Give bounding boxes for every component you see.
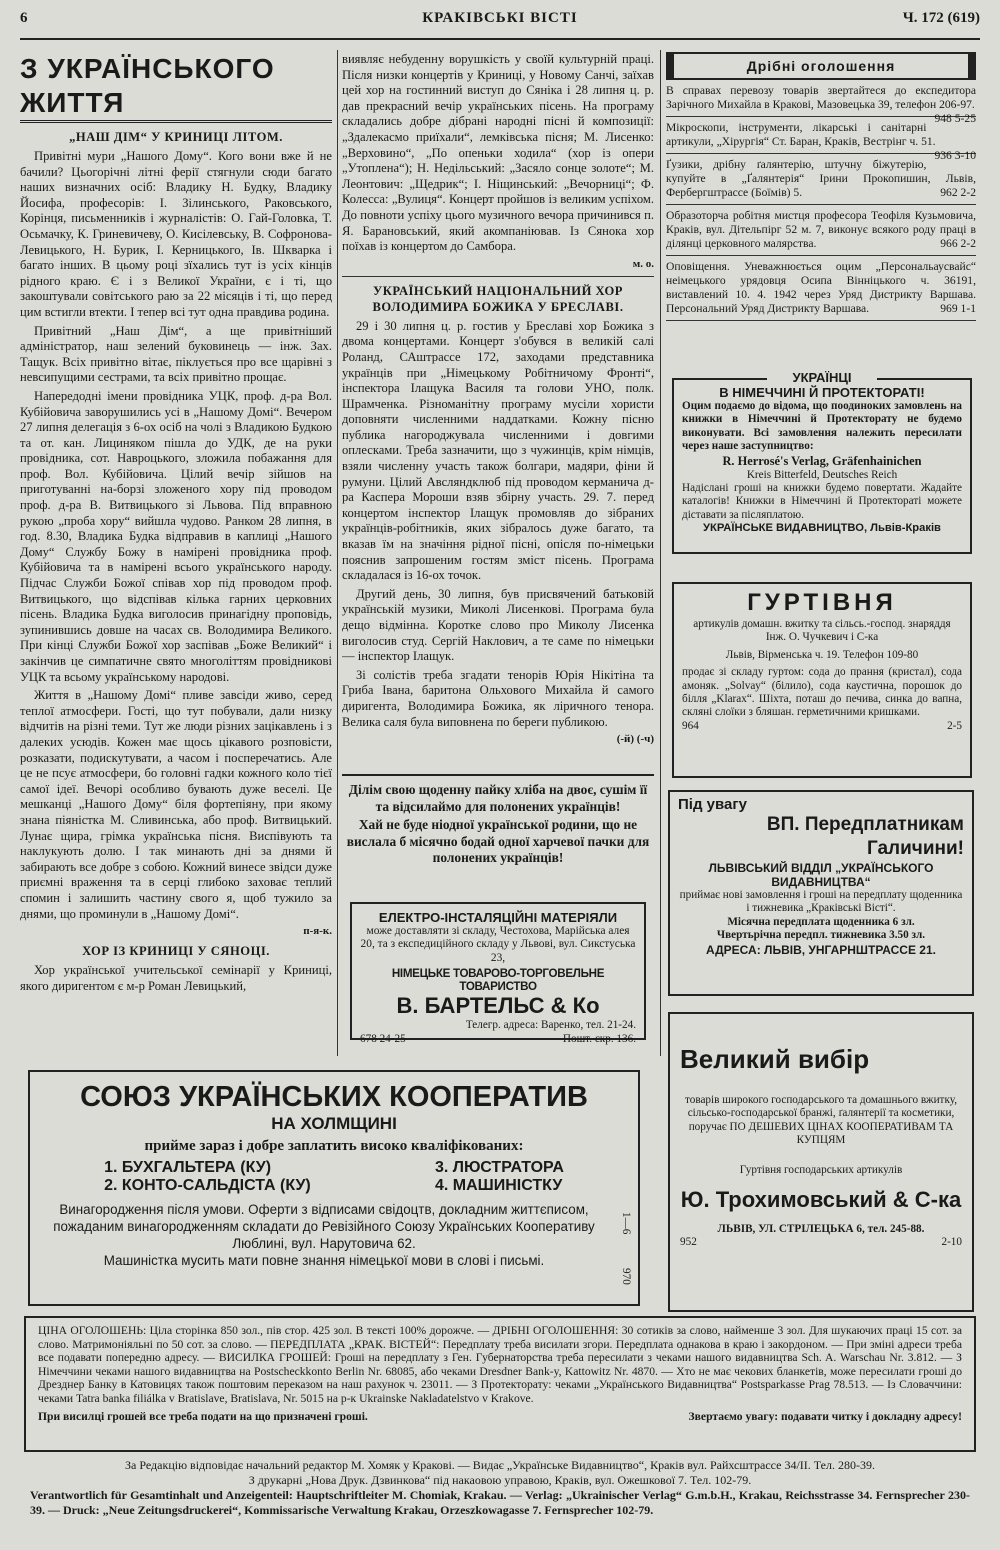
bread-appeal xyxy=(342,782,654,867)
imprint-line: Verantwortlich für Gesamtinhalt und Anzeigenteil: Hauptschriftleiter M. Chomiak, Krakau. — Verlag: „Ukrainischer Verlag“ G.m.b.H., Krakau, Reichsstrasse 34. Fernsprecher 230-39. — Druck: „Neue Zeitungsdruckerei“, Kommissarische Verwaltung Krakau, Orzeszkowagasse 7. Fernsprecher 102-79. xyxy=(30,1488,970,1517)
ad-cooperatives xyxy=(28,1070,640,1306)
article-paragraph: Напередодні імени провідника УЦК, проф. д-ра Вол. Кубійовича заворушились усі в „Нашому Домі“. Вечером 27 липня делегація з 6-ох осіб на чолі з Владикою Будкою та от. кан. Лициняком пішла до УДК, де на руки провідника, сот. Навроцького, зложила побажання для проф. Вол. Кубійовича. Цілий вечір зійшов на приготуванні на-борзі зложеного хору під проводом проф. д-ра В. Витвицького зі Львова. Під вправною рукою „проба хору“ вийшла чудово. Ранком 28 липня, в год. 8.30, Владика Будка відправив в каплиці „Нашого Дому“ Службу Божу в намірені провідника проф. Кубійовича та в намірені всього українського народу. Підчас Служби Божої співав хор під проводом проф. Витвицького, що відспівав кілька гарних церковних пісень. Владика Будка виголосив принагідну проповідь, зупинившись довше на часах св. Володимира Великого. При кінці Служби Божої хор заспівав „Боже Великий“ і закінчив це симпатичне свято многоліттям провідникові УЦК та всьому українському народові. xyxy=(20,388,332,684)
ad-gurtivnia xyxy=(672,582,972,778)
classified-code: 966 2-2 xyxy=(940,237,976,250)
issue-number: Ч. 172 (619) xyxy=(902,10,980,26)
ad-electro xyxy=(350,902,646,1045)
imprint-line: З друкарні „Нова Друк. Дзвинкова“ під накаовою управою, Краків, вул. Ожешкової 7. Тел. 102-79. xyxy=(248,1473,752,1487)
column-divider xyxy=(660,50,661,1056)
classified-text: Мікроскопи, інструменти, лікарські і санітарні артикули, „Хірургія“ Ст. Баран, Краків, Вестрінг ч. 51. xyxy=(666,121,936,148)
prices-text: ЦІНА ОГОЛОШЕНЬ: Ціла сторінка 850 зол., пів стор. 425 зол. В тексті 100% дорожче. — ДРІБНІ ОГОЛОШЕННЯ: 30 сотиків за слово, найменше 3 зол. Для шукаючих праці 15 сот. за слово. Матримоніяльні по 50 сот. за слово. — ПЕРЕДПЛАТА „КРАК. ВІСТЕЙ“: Передплату треба висилати згори. Передплата однакова в краю і закордоном. — При зміні адреси треба все подавати попередню адресу. — ВИСИЛКА ГРОШЕЙ: Гроші на передплату з Ген. Губернаторства треба пересилати з чеками нашого видавництва Sch. A. Warschau Nr. 3.812. — З Німеччини чеками нашого видавництва на Postscheckkonto Berlin Nr. 68085, або чеками Dresdner Bank-y, Kattowitz Nr. 4870. — Хто не має чекових бланкетів, може пересилати гроші до Дрезднер Банку в Катовицях також поштовим переказом на наш рахунок ч. 23011. — З Протекторату: чеками „Українського Видавництва“ Postsparkasse Prag 78.513. — Із Словаччини: чеками Tatra banka filiálka v Bratislave, Bratislava, Nr. 5015 на р-к Ukrainske Nakladatelstvo v Krakove. xyxy=(38,1324,962,1405)
classified-item xyxy=(666,205,976,256)
ad-title: СОЮЗ УКРАЇНСЬКИХ КООПЕРАТИВ xyxy=(80,1081,588,1113)
article-paragraph: Зі солістів треба згадати тенорів Юрія Нікітіна та Гриба Івана, баритона Ольхового Михайла й самого диригента, Володимира Божика, як ліричного тенора. Велика саля була виповнена по береги публикою. xyxy=(342,667,654,729)
header-rule xyxy=(20,38,980,40)
classified-code: 936 3-10 xyxy=(934,149,976,162)
classified-code: 948 5-25 xyxy=(934,112,976,125)
classified-code: 969 1-1 xyxy=(940,302,976,315)
ad-text: Надіслані гроші на книжки будемо повертати. Жадайте каталогів! Книжки в Німеччині й Протектораті можете діставати за післяплатою. xyxy=(682,482,962,521)
prices-note: При висилці грошей все треба подати на що призначені гроші. xyxy=(38,1409,368,1423)
page-header xyxy=(20,6,980,32)
article-signature: м. о. xyxy=(632,257,654,270)
prices-note: Звертаємо увагу: подавати читку і докладну адресу! xyxy=(688,1409,962,1423)
classified-item xyxy=(666,154,976,205)
ad-code: 970 xyxy=(620,1268,632,1285)
ad-choice xyxy=(668,1012,974,1312)
ad-address: АДРЕСА: ЛЬВІВ, УНГАРНШТРАССЕ 21. xyxy=(706,942,936,957)
article-paragraph: Життя в „Нашому Домі“ пливе завсіди живо, серед теплої атмосфери. Гості, що тут побували, дали низку відчитів на різні теми. Тут же люди різних зацікавлень і з далеких усюдів. Кожен має щось цікавого розповісти, розказати, подискутувати, а часом і посперечатись. Але це не псує атмосфери, бо головні гадки кожного коло тієї самої ідеї. Вечорі особливо бувають дуже веселі. Це мешканці „Нашого Дому“ біля фортепіяну, при якому знана піяністка М. Сливинська, або проф. Витвицький. Лунає щира, грімка українська пісня. Виспівують та наклукують долю. І так минають дні за днями й забирають все добре з собою. Кожний винесе звідси дуже приємні враження та в серці глибоко заховає теплий спомин і залишить частину свого я, щоб тужило за днями, що проминули в „Нашому Домі“. xyxy=(20,688,332,921)
ad-dept: ЛЬВІВСЬКИЙ ВІДДІЛ „УКРАЇНСЬКОГО ВИДАВНИЦТВА“ xyxy=(708,861,934,889)
article-paragraph: 29 і 30 липня ц. р. гостив у Бреславі хор Божика з двома концертами. Концерт з'обувся в великій салі Роланд, САштрассе 172, заходами представника українців при „Німецькому Робітничому Фронті“, інспектора Ілащука Василя та голови УНО, полк. Шрамченка. Різноманітну програму мусіли хористи доповняти численними наддатками. Кожну пісню публика нагороджувала численними і довгими оплесками. Треба зазначити, що з чужинців, крім німців, взяли численну участь також болгари, мадяри, фіни й румуни. Цілий Авсляндклюб під проводом керманича д-ра Каспера Мороши взяв збірну участь. 29. 7. перед концертом інспектор Ілащук промовляв до зібраних українців-робітників, яких зібралось дуже багато, та вказав їм на значіння рідної пісні, опісля по-німецьки пояснив запрошеним гостям зміст пісень. Програма складалася із 16-ох точок. xyxy=(342,318,654,583)
ad-text: товарів широкого господарського та домашнього вжитку, сільсько-господарської бранжі, ґалянтерії та косметики, поручає ПО ДЕШЕВИХ ЦІНАХ КООПЕРАТИВАМ ТА КУПЦЯМ xyxy=(685,1094,957,1147)
ad-text: Оцим подаємо до відома, що поодиноких замовлень на книжки в Німеччині й Протекторату не будемо виконувати. Всі замовлення належить пересилати через наше заступництво: xyxy=(682,400,962,453)
classified-text: Оповіщення. Уневажнюється оцим „Персональаусвайс“ неімецького урядовця Осипа Вінніцького ч. 36191, виставлений 10. 4. 1942 через Уряд Дистрикту Варшава. Персональний Уряд Дистрикту Варшава. xyxy=(666,260,976,315)
ad-code: 964 xyxy=(682,719,699,732)
ad-code: 1—6 xyxy=(620,1212,632,1235)
classified-item xyxy=(666,80,976,125)
prices-box xyxy=(24,1316,976,1452)
imprint xyxy=(30,1458,970,1518)
ad-post: Пошт. скр. 136. xyxy=(562,1032,636,1045)
article-paragraph: Хор української учительської семінарії у Криниці, якого диригентом є м-р Роман Левицький, xyxy=(20,963,332,993)
classified-text: Образоторча робітня мистця професора Теофіля Кузьмовича, Краків, вул. Дітельпірг 52 м. 7, виконує всякого роду праці в ділянці церковного малярства. xyxy=(666,209,976,250)
ad-title: Великий вибір xyxy=(680,1044,870,1074)
article-signature: (-й) (-ч) xyxy=(616,733,654,746)
ad-firm: R. Herrosé's Verlag, Gräfenhainichen xyxy=(722,453,922,468)
ad-price: Місячна передплата щоденника 6 зл. xyxy=(727,915,915,928)
ad-address: ЛЬВІВ, УЛ. СТРІЛЕЦЬКА 6, тел. 245-88. xyxy=(717,1223,925,1236)
ad-title: УКРАЇНЦІ xyxy=(767,370,877,385)
position: 4. МАШИНІСТКУ xyxy=(434,1177,563,1194)
ad-title: ВП. Передплатникам xyxy=(766,814,964,835)
ad-subscription xyxy=(668,790,974,996)
imprint-line: За Редакцію відповідає начальний редактор М. Хомяк у Кракові. — Видає „Українське Видавництво“, Краків вул. Райхсштрассе 34/ІІ. Тел. 280-39. xyxy=(125,1458,875,1472)
classified-text: Ґузики, дрібну ґалянтерію, штучну біжутерію, купуйте в „Ґалянтерія“ Ірини Прокопишин, Львів, Фербергштрассе (Боїмів) 5. xyxy=(666,158,976,199)
ad-telegram: Телегр. адреса: Варенко, тел. 21-24. xyxy=(465,1019,636,1032)
ad-text: продає зі складу гуртом: сода до прання (кристал), сода амоняк. „Solvay“ (білило), сода каустична, порошок до білля „Klarax“. Шіхта, поташ до печива, синка до вапна, скляні слоїки з бляшан. герметичними кришками. xyxy=(682,666,962,719)
classified-item xyxy=(666,256,976,321)
ad-text: артикулів домашн. вжитку та сільсь.-господ. знаряддя Інж. О. Чучкевич і С-ка xyxy=(693,618,951,644)
ad-title: ЕЛЕКТРО-ІНСТАЛЯЦІЙНІ МАТЕРІЯЛИ xyxy=(378,910,618,925)
classifieds-list xyxy=(666,80,976,321)
ad-attention: Під увагу xyxy=(678,796,747,813)
ad-price: Чвертьрічна передпл. тижневика 3.50 зл. xyxy=(716,929,926,942)
position: 2. КОНТО-САЛЬДІСТА (КУ) xyxy=(104,1177,311,1194)
ad-firm-name: Ю. Трохимовський & С-ка xyxy=(680,1187,962,1213)
article-paragraph: виявляє небуденну ворушкість у своїй культурній праці. Після низки концертів у Криниці, у Новому Санчі, заїхав цей хор на гостинний виступ до Сяніка і 28 липня ц. р. дав прекрасний вечір українських пісень. На програму складались добре дібрані народні пісні й композиції: „Здалекасмо приїхали“, лемківська пісня; М. Лисенко: „Верховино“, „По опеньки ходила“ (хор із опери „Утоплена“); Н. Недільський: „Засяло сонце золоте“; М. Леонтович: „Щедрик“; І. Ніщинський: „Вечорниці“; Ф. Колесса: „Вулиця“. Концерт пройшов із великим успіхом. До повноти успіху цього музичного вечора причинився п. Я. Барановський, який акомпаніював. Із Сянока хор поїхав із концертом до Самбора. xyxy=(342,52,654,254)
article-signature: п-я-к. xyxy=(303,925,332,938)
ad-text: може доставляти зі складу, Честохова, Марійська алея 20, та з експедиційного складу у Львові, вул. Сикстуська 23, xyxy=(360,925,636,964)
ad-title: ГУРТІВНЯ xyxy=(747,589,897,616)
article-paragraph: Привітні мури „Нашого Дому“. Кого вони вже й не бачили? Цьогорічні літні ферії стягнули сюди багато наших визначних осіб: Владику Н. Будку, Владику Йосифа, професорів: І. Зілинського, Раковського, Корінця, письменників і журналістів: О. Гай-Головка, Т. Осьмачку, К. Гриневичеву, О. Кисілевську, В. Софронова-Левицького, Н. Бурик, І. Керницького, Ів. Шкварка і багато інших. В цьому році зїхались тут із усіх кінців рідного краю. Є і з Великої України, є і ті, що закоштували совітського раю за 22 місяців і ті, що перед цим встигли втекти. І тепер всі тут одна правдива родина. xyxy=(20,149,332,319)
position: 1. БУХГАЛЬТЕРА (КУ) xyxy=(104,1159,272,1176)
ad-address: Львів, Вірменська ч. 19. Телефон 109-80 xyxy=(725,648,919,661)
ad-text: Винагородження після умови. Оферти з відписами свідоцтв, докладним життєписом, пожаданим винагородженням складати до Ревізійного Союзу Українських Кооперативу Люблині, вул. Нарутовича 62. xyxy=(53,1202,595,1251)
ad-text: приймає нові замовлення і гроші на передплату щоденника і тижневика „Краківські Вісті“. xyxy=(679,889,963,915)
classifieds-title: Дрібні оголошення xyxy=(666,52,976,80)
ad-text: Машиністка мусить мати повне знання німецької мови в слові і письмі. xyxy=(103,1253,545,1268)
ad-firm-name: В. БАРТЕЛЬС & Ко xyxy=(396,993,600,1019)
column-1 xyxy=(20,52,332,1054)
classified-code: 962 2-2 xyxy=(940,186,976,199)
article-paragraph: Привітний „Наш Дім“, а ще привітніший адміністратор, наш зелений буковинець — інж. Зах. Тащук. Всіх привітно вітає, піклується про все щарівні з невсипущими сестрами, та всіх привітно прощає. xyxy=(20,323,332,385)
appeal-line: Хай не буде ніодної української родини, що не вислала б місячно бодай одної харчевої пачки для полонених українців! xyxy=(346,817,650,865)
ad-subtitle: В НІМЕЧЧИНІ Й ПРОТЕКТОРАТІ! xyxy=(719,385,925,400)
column-divider xyxy=(337,50,338,1056)
classified-text: В справах перевозу товарів звертайтеся до експедитора Зарічного Михайла в Кракові, Мазовецька 39, телефон 206-97. xyxy=(666,84,976,111)
ad-place: Kreis Bitterfeld, Deutsches Reich xyxy=(746,468,898,481)
ad-code: 2-10 xyxy=(941,1236,962,1249)
classifieds xyxy=(666,52,976,370)
ad-hire: прийме зараз і добре заплатить високо кваліфікованих: xyxy=(144,1138,524,1154)
article-divider xyxy=(342,276,654,277)
appeal-line: Ділім свою щоденну пайку хліба на двоє, сушім її та відсилаймо для полонених українців! xyxy=(348,782,648,814)
ad-code: 2-5 xyxy=(947,719,962,732)
classified-item xyxy=(666,117,976,162)
ad-code: 952 xyxy=(680,1236,697,1249)
newspaper-title: КРАКІВСЬКІ ВІСТІ xyxy=(422,10,578,26)
article-title: ХОР ІЗ КРИНИЦІ У СЯНОЦІ. xyxy=(82,944,270,959)
page-number: 6 xyxy=(20,10,28,26)
section-title: З УКРАЇНСЬКОГО ЖИТТЯ xyxy=(20,52,332,123)
article-paragraph: Другий день, 30 липня, був присвячений батьковій українській музики, Миколі Лисенкові. Програма була дещо відмінна. Коротке слово про Миколу Лисенка виголосив студ. Сергій Наклович, а те саме по німецьки — інспектор Ілащук. xyxy=(342,586,654,664)
article-title: „НАШ ДІМ“ У КРИНИЦІ ЛІТОМ. xyxy=(69,130,283,144)
position: 3. ЛЮСТРАТОРА xyxy=(434,1159,564,1176)
column-2 xyxy=(342,52,654,770)
ad-subtitle: НА ХОЛМЩИНІ xyxy=(271,1114,397,1133)
ad-code: 678 24-25 xyxy=(360,1032,406,1045)
ad-title: Галичини! xyxy=(866,838,964,859)
article-title: УКРАЇНСЬКИЙ НАЦІОНАЛЬНИЙ ХОР ВОЛОДИМИРА БОЖИКА У БРЕСЛАВІ. xyxy=(372,283,624,314)
ad-ukrainians xyxy=(672,370,972,554)
section-rule xyxy=(342,774,654,776)
ad-subtitle: Гуртівня господарських артикулів xyxy=(739,1163,903,1176)
ad-signature: УКРАЇНСЬКЕ ВИДАВНИЦТВО, Львів-Краків xyxy=(703,522,941,535)
ad-company: НІМЕЦЬКЕ ТОВАРОВО-ТОРГОВЕЛЬНЕ ТОВАРИСТВО xyxy=(391,967,605,994)
